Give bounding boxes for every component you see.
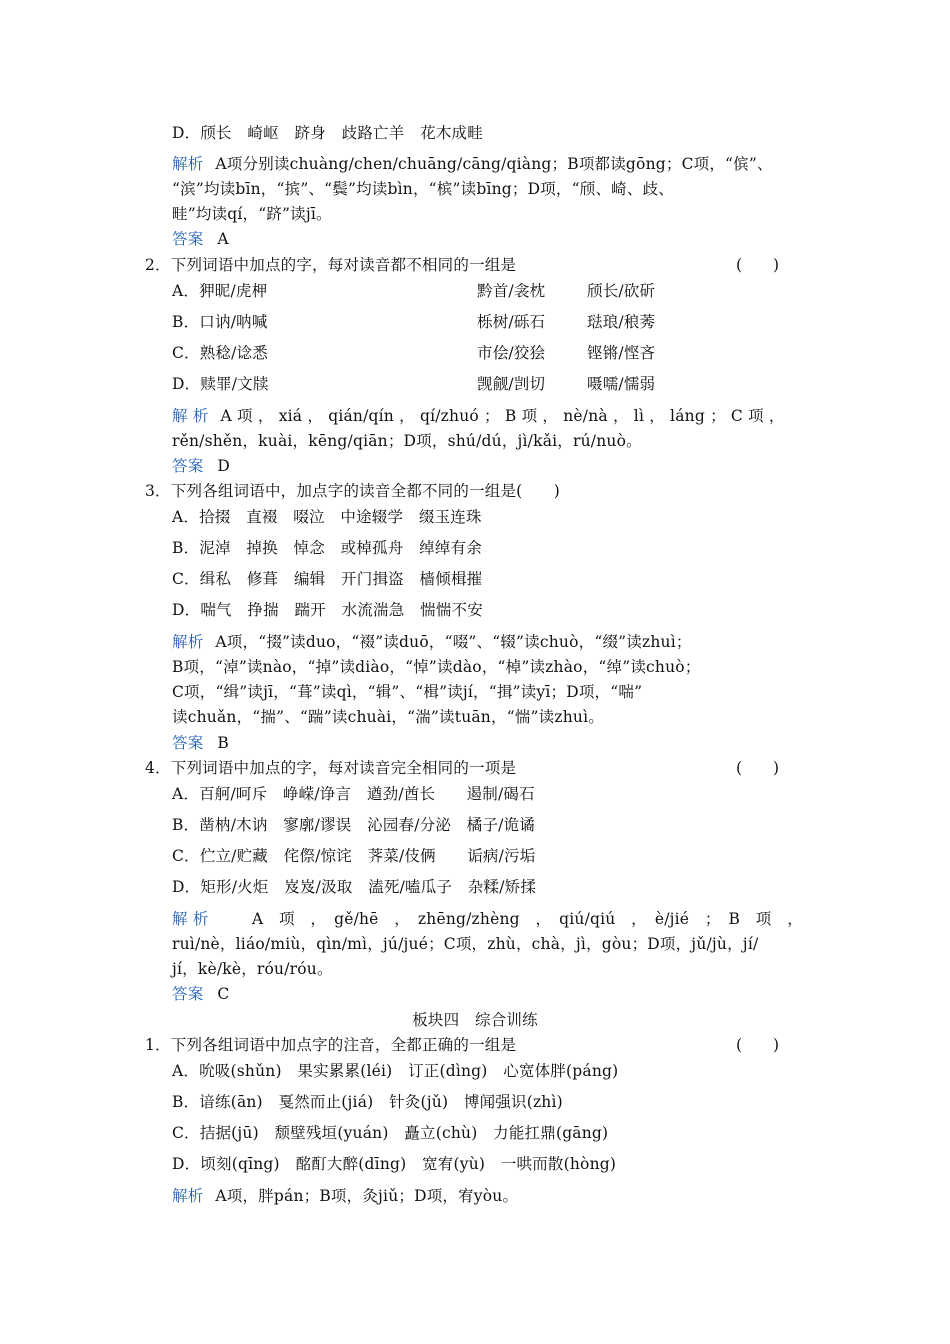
q3-option-b: B．泥淖 掉换 悼念 或棹孤舟 绰绰有余 [172,539,482,557]
q2-option-c: C．熟稔/谂悉 市侩/狡狯 铿锵/悭吝 [172,344,656,362]
q4-answer-paren: ( ) [736,759,780,777]
q4-option-a: A．百舸/呵斥 峥嵘/诤言 遒劲/酋长 遏制/碣石 [172,785,535,803]
q3-option-a: A．拾掇 直裰 啜泣 中途辍学 缀玉连珠 [172,508,482,526]
q2-option-a: A．狎昵/虎柙 黔首/衾枕 颀长/砍斫 [172,282,656,300]
q1-option-d: D．颀长 崎岖 跻身 歧路亡羊 花木成畦 [172,124,483,142]
q3-analysis-line-1: 解析 A项，“掇”读duo，“裰”读duō，“啜”、“辍”读chuò，“缀”读zhuì； [172,633,692,651]
s4-q1-analysis: 解析 A项，胖pán；B项，灸jiǔ；D项，宥yòu。 [172,1187,519,1205]
s4-q1-option-a: A．吮吸(shǔn) 果实累累(léi) 订正(dìng) 心宽体胖(páng) [172,1062,619,1080]
q4-analysis-line-1: 解 析 A 项 ， gě/hē ， zhēng/zhèng ， qiú/qiú ， è/jié ； B 项 ， [172,910,803,928]
s4-q1-stem: 1．下列各组词语中加点字的注音，全都正确的一组是 [145,1036,517,1054]
q4-option-c: C．伫立/贮藏 侘傺/惊诧 荠菜/伎俩 诟病/污垢 [172,847,536,865]
q2-option-b: B．口讷/呐喊 栎树/砾石 琺琅/稂莠 [172,313,656,331]
analysis-label: 解析 [172,633,204,651]
q3-analysis-line-2: B项，“淖”读nào，“掉”读diào，“悼”读dào，“棹”读zhào，“绰”读chuò； [172,658,701,676]
q2-analysis-line-1: 解 析 A 项 ， xiá ， qián/qín ， qí/zhuó ； B 项 ， nè/nà ， lì ， láng ； C 项 ， [172,407,785,425]
analysis-label: 解析 [172,155,204,173]
q4-analysis-line-2: ruì/nè，liáo/miù，qìn/mì，jú/jué；C项，zhù，chà，jì，gòu；D项，jǔ/jù，jí/ [172,935,759,953]
q4-answer [172,984,229,1004]
s4-q1-option-c: C．拮据(jū) 颓壁残垣(yuán) 矗立(chù) 力能扛鼎(gāng) [172,1124,609,1142]
q4-option-d: D．矩形/火炬 岌岌/汲取 溘死/嗑瓜子 杂糅/矫揉 [172,878,537,896]
section-title: 板块四 综合训练 [412,1011,538,1029]
q2-stem: 2．下列词语中加点的字，每对读音都不相同的一组是 [145,256,517,274]
answer-value: D [217,457,231,475]
q2-answer-paren: ( ) [736,256,780,274]
s4-q1-answer-paren: ( ) [736,1036,780,1054]
q1-answer [172,229,229,249]
q2-analysis-line-2: rěn/shěn，kuài，kēng/qiān；D项，shú/dú，jì/kǎi，rú/nuò。 [172,432,642,450]
answer-label: 答案 [172,985,204,1003]
q1-analysis-line-2: “滨”均读bīn，“摈”、“鬓”均读bìn，“槟”读bīng；D项，“颀、崎、歧、 [172,180,674,198]
q3-option-c: C．缉私 修葺 编辑 开门揖盗 樯倾楫摧 [172,570,483,588]
answer-value: C [217,985,230,1003]
answer-label: 答案 [172,734,204,752]
q2-answer [172,456,230,476]
analysis-label: 解 析 [172,407,209,425]
analysis-label: 解 析 [172,910,209,928]
q3-analysis-line-3: C项，“缉”读jī，“葺”读qì，“辑”、“楫”读jí，“揖”读yī；D项，“喘” [172,683,643,701]
answer-label: 答案 [172,230,204,248]
analysis-label: 解析 [172,1187,204,1205]
answer-label: 答案 [172,457,204,475]
s4-q1-option-b: B．谙练(ān) 戛然而止(jiá) 针灸(jǔ) 博闻强识(zhì) [172,1093,563,1111]
q1-analysis-line-1: 解析 A项分别读chuàng/chen/chuāng/cāng/qiàng；B项都读gōng；C项，“傧”、 [172,155,773,173]
answer-value: B [217,734,229,752]
q2-option-d: D．赎罪/文牍 觊觎/剀切 嗫嚅/懦弱 [172,375,656,393]
q3-option-d: D．喘气 挣揣 踹开 水流湍急 惴惴不安 [172,601,483,619]
q4-option-b: B．凿枘/木讷 寥廓/谬误 沁园春/分泌 橘子/诡谲 [172,816,535,834]
s4-q1-option-d: D．顷刻(qīng) 酩酊大醉(dīng) 宽宥(yù) 一哄而散(hòng) [172,1155,617,1173]
answer-value: A [217,230,229,248]
q4-analysis-line-3: jí，kè/kè，róu/róu。 [172,960,333,978]
q4-stem: 4．下列词语中加点的字，每对读音完全相同的一项是 [145,759,517,777]
q3-analysis-line-4: 读chuǎn，“揣”、“踹”读chuài，“湍”读tuān，“惴”读zhuì。 [172,708,604,726]
q3-answer [172,733,229,753]
q3-stem: 3．下列各组词语中，加点字的读音全都不同的一组是( ) [145,482,561,500]
q1-analysis-line-3: 畦”均读qí，“跻”读jī。 [172,205,332,223]
